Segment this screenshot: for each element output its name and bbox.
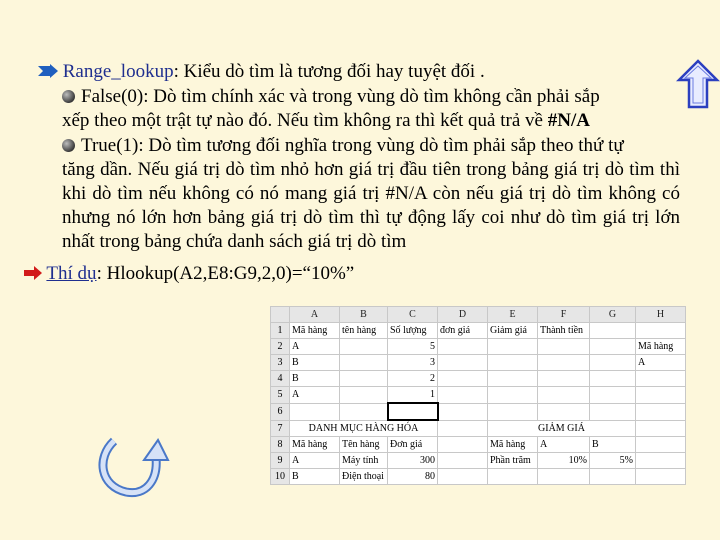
table-cell[interactable] [636, 453, 686, 469]
example-line [24, 262, 354, 286]
table-cell[interactable]: đơn giá [438, 323, 488, 339]
table-cell[interactable]: tên hàng [340, 323, 388, 339]
column-header[interactable]: G [590, 307, 636, 323]
table-row [271, 469, 686, 485]
table-cell[interactable]: B [290, 355, 340, 371]
table-cell[interactable]: 3 [388, 355, 438, 371]
table-cell[interactable] [340, 339, 388, 355]
table-cell[interactable]: Giảm giá [488, 323, 538, 339]
table-row [271, 355, 686, 371]
table-row [271, 323, 686, 339]
table-cell[interactable] [340, 355, 388, 371]
range-lookup-line [38, 60, 485, 84]
column-header[interactable]: E [488, 307, 538, 323]
table-cell[interactable]: 2 [388, 371, 438, 387]
column-header-row [271, 307, 686, 323]
table-cell[interactable]: Tên hàng [340, 437, 388, 453]
table-cell[interactable] [438, 469, 488, 485]
table-row [271, 403, 686, 420]
table-cell[interactable]: 5 [388, 339, 438, 355]
range-lookup-label: Range_lookup [62, 61, 174, 82]
table-cell[interactable] [488, 469, 538, 485]
example-formula: : Hlookup(A2,E8:G9,2,0)=“10%” [96, 263, 355, 284]
table-cell[interactable]: Mã hàng [290, 437, 340, 453]
table-cell[interactable] [438, 403, 488, 420]
true-title: True(1): Dò tìm tương đối nghĩa trong vùng dò tìm phải sắp theo thứ tự [81, 135, 624, 156]
table-cell[interactable] [636, 371, 686, 387]
table-cell[interactable] [590, 469, 636, 485]
table-cell[interactable] [538, 355, 590, 371]
table-cell[interactable]: B [590, 437, 636, 453]
column-header[interactable]: B [340, 307, 388, 323]
false-line [62, 85, 600, 109]
table-cell[interactable] [488, 403, 538, 420]
row-header[interactable]: 9 [271, 453, 290, 469]
row-header[interactable]: 6 [271, 403, 290, 420]
row-header[interactable]: 7 [271, 420, 290, 437]
table-cell[interactable]: 10% [538, 453, 590, 469]
table-cell[interactable]: 80 [388, 469, 438, 485]
table-cell[interactable] [438, 387, 488, 404]
table-cell[interactable] [438, 420, 488, 437]
red-arrow-icon [24, 266, 42, 280]
row-header[interactable]: 3 [271, 355, 290, 371]
table-cell[interactable] [340, 371, 388, 387]
table-cell[interactable]: B [290, 469, 340, 485]
corner-cell[interactable] [271, 307, 290, 323]
table-cell[interactable]: A [636, 355, 686, 371]
column-header[interactable]: D [438, 307, 488, 323]
table-cell[interactable]: A [290, 453, 340, 469]
table-cell[interactable] [636, 437, 686, 453]
table-row [271, 453, 686, 469]
table-cell[interactable] [538, 387, 590, 404]
table-cell[interactable] [538, 469, 590, 485]
table-cell[interactable] [488, 387, 538, 404]
false-na: #N/A [547, 110, 590, 131]
table-cell[interactable]: Phần trăm [488, 453, 538, 469]
table-row [271, 339, 686, 355]
row-header[interactable]: 1 [271, 323, 290, 339]
table-cell[interactable]: 1 [388, 387, 438, 404]
table-cell[interactable] [590, 355, 636, 371]
table-cell[interactable] [590, 371, 636, 387]
table-cell[interactable] [488, 371, 538, 387]
table-cell[interactable] [388, 403, 438, 420]
table-cell[interactable] [438, 355, 488, 371]
table-cell[interactable]: Điện thoại [340, 469, 388, 485]
up-arrow-icon[interactable] [676, 58, 720, 110]
table-cell[interactable]: Máy tính [340, 453, 388, 469]
table-cell[interactable] [340, 387, 388, 404]
column-header[interactable]: H [636, 307, 686, 323]
table-cell[interactable]: DANH MỤC HÀNG HÓA [290, 420, 438, 437]
table-row [271, 420, 686, 437]
table-cell[interactable] [636, 403, 686, 420]
true-cont: tăng dần. Nếu giá trị dò tìm nhỏ hơn giá trị đầu tiên trong bảng giá trị dò tìm thì khi dò tìm nếu không có nó mang giá trị #N/A còn nếu giá trị dò tìm không có nhưng nó lớn hơn bảng giá trị dò tìm thì tự động lấy coi như dò tìm giá trị lớn nhất trong bảng chứa danh sách giá trị dò tìm [62, 159, 680, 252]
curved-arrow-icon[interactable] [86, 436, 176, 498]
arrow-bullet-icon [38, 64, 58, 78]
row-header[interactable]: 4 [271, 371, 290, 387]
row-header[interactable]: 8 [271, 437, 290, 453]
ball-bullet-icon [62, 90, 75, 103]
table-cell[interactable] [438, 453, 488, 469]
table-cell[interactable]: Mã hàng [290, 323, 340, 339]
table-cell[interactable]: A [538, 437, 590, 453]
row-header[interactable]: 10 [271, 469, 290, 485]
table-cell[interactable] [590, 403, 636, 420]
false-title: False(0): Dò tìm chính xác và trong vùng dò tìm không cần phải sắp [81, 86, 600, 107]
table-cell[interactable]: Thành tiền [538, 323, 590, 339]
table-cell[interactable] [538, 371, 590, 387]
table-cell[interactable]: B [290, 371, 340, 387]
table-cell[interactable] [590, 387, 636, 404]
table-cell[interactable] [538, 339, 590, 355]
table-row [271, 387, 686, 404]
true-line [62, 134, 624, 158]
table-cell[interactable] [438, 437, 488, 453]
spreadsheet [270, 306, 686, 485]
table-cell[interactable]: 5% [590, 453, 636, 469]
false-cont: xếp theo một trật tự nào đó. Nếu tìm không ra thì kết quả trả về [62, 110, 548, 131]
table-cell[interactable] [340, 403, 388, 420]
table-cell[interactable] [636, 323, 686, 339]
table-cell[interactable]: Mã hàng [636, 339, 686, 355]
table-cell[interactable]: GIẢM GIÁ [488, 420, 636, 437]
table-cell[interactable]: A [290, 339, 340, 355]
table-row [271, 371, 686, 387]
table-cell[interactable]: 300 [388, 453, 438, 469]
table-cell[interactable] [636, 420, 686, 437]
table-cell[interactable] [488, 339, 538, 355]
column-header[interactable]: C [388, 307, 438, 323]
range-lookup-desc: : Kiểu dò tìm là tương đối hay tuyệt đối . [173, 61, 485, 82]
table-cell[interactable]: Mã hàng [488, 437, 538, 453]
table-cell[interactable] [590, 339, 636, 355]
table-row [271, 437, 686, 453]
table-cell[interactable] [438, 371, 488, 387]
table-cell[interactable] [488, 355, 538, 371]
row-header[interactable]: 2 [271, 339, 290, 355]
table-cell[interactable]: Số lượng [388, 323, 438, 339]
false-cont-line [62, 109, 590, 133]
example-label: Thí dụ [46, 263, 97, 284]
table-cell[interactable] [538, 403, 590, 420]
table-cell[interactable]: A [290, 387, 340, 404]
table-cell[interactable] [438, 339, 488, 355]
table-cell[interactable] [590, 323, 636, 339]
column-header[interactable]: F [538, 307, 590, 323]
table-cell[interactable] [636, 469, 686, 485]
table-cell[interactable] [636, 387, 686, 404]
ball-bullet-icon [62, 139, 75, 152]
table-cell[interactable] [290, 403, 340, 420]
table-cell[interactable]: Đơn giá [388, 437, 438, 453]
row-header[interactable]: 5 [271, 387, 290, 404]
column-header[interactable]: A [290, 307, 340, 323]
